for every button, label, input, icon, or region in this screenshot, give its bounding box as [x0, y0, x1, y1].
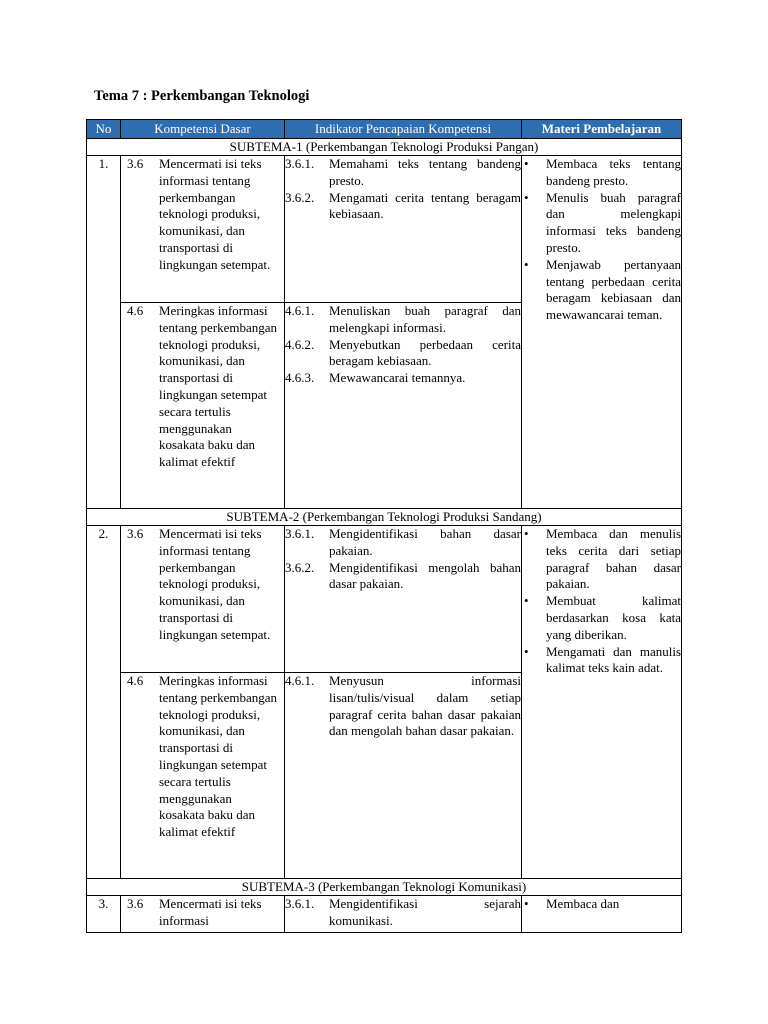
- kompetensi-dasar-cell: [121, 673, 285, 879]
- indikator-number: 3.6.2.: [285, 189, 315, 205]
- materi-list: [522, 896, 681, 913]
- header-kompetensi-dasar: Kompetensi Dasar: [121, 120, 285, 139]
- header-no: No: [87, 120, 121, 139]
- indikator-text: Mengidentifikasi bahan dasar pakaian.: [329, 526, 521, 558]
- materi-text: Menulis buah paragraf dan melengkapi informasi teks bandeng presto.: [546, 189, 681, 255]
- subtema-row: [87, 509, 682, 526]
- kd-item: [121, 896, 284, 930]
- indikator-item: [285, 560, 521, 594]
- subtema-row: [87, 139, 682, 156]
- kd-number: 3.6: [127, 896, 144, 911]
- bullet-icon: •: [524, 896, 529, 911]
- kd-text: Mencermati isi teks informasi tentang perkembangan teknologi produksi, komunikasi, dan transportasi di lingkungan setempat.: [159, 156, 271, 272]
- table-row: [87, 526, 682, 673]
- indikator-item: [285, 156, 521, 190]
- kd-text: Meringkas informasi tentang perkembangan teknologi produksi, komunikasi, dan transportasi di lingkungan setempat secara tertulis menggunakan kosakata baku dan kalimat efektif: [159, 673, 278, 840]
- materi-item: [522, 257, 681, 324]
- subtema-row: [87, 879, 682, 896]
- indikator-number: 3.6.2.: [285, 559, 315, 575]
- kd-number: 3.6: [127, 526, 144, 541]
- kompetensi-dasar-cell: [121, 896, 285, 933]
- indikator-number: 4.6.3.: [285, 370, 315, 386]
- indikator-text: Menuliskan buah paragraf dan melengkapi informasi.: [329, 303, 521, 335]
- table-header-row: [87, 120, 682, 139]
- bullet-icon: •: [524, 643, 529, 659]
- kd-item: [121, 526, 284, 644]
- indikator-number: 3.6.1.: [285, 896, 315, 911]
- bullet-icon: •: [524, 526, 529, 541]
- row-number: 3.: [87, 896, 121, 933]
- kd-number: 4.6: [127, 673, 144, 688]
- materi-text: Menjawab pertanyaan tentang perbedaan cerita beragam kebiasaan dan mewawancarai teman.: [546, 256, 681, 323]
- table-row: [87, 896, 682, 933]
- kd-number: 4.6: [127, 303, 144, 318]
- kompetensi-dasar-cell: [121, 303, 285, 509]
- indikator-cell: [285, 526, 522, 673]
- materi-list: [522, 156, 681, 324]
- row-number: 2.: [87, 526, 121, 879]
- kd-item: [121, 156, 284, 274]
- indikator-text: Mengamati cerita tentang beragam kebiasaan.: [329, 189, 521, 222]
- kd-text: Meringkas informasi tentang perkembangan teknologi produksi, komunikasi, dan transportasi di lingkungan setempat secara tertulis menggunakan kosakata baku dan kalimat efektif: [159, 303, 278, 470]
- indikator-item: [285, 190, 521, 224]
- indikator-cell: [285, 303, 522, 509]
- kd-text: Mencermati isi teks informasi: [159, 896, 262, 928]
- kompetensi-dasar-cell: [121, 526, 285, 673]
- indikator-number: 4.6.2.: [285, 336, 315, 352]
- subtema-title: SUBTEMA-1 (Perkembangan Teknologi Produksi Pangan): [87, 139, 682, 156]
- header-materi: Materi Pembelajaran: [522, 120, 682, 139]
- indikator-number: 3.6.1.: [285, 156, 315, 171]
- materi-item: [522, 156, 681, 190]
- indikator-item: [285, 673, 521, 740]
- indikator-text: Menyusun informasi lisan/tulis/visual dalam setiap paragraf cerita bahan dasar pakaian dan mengolah bahan dasar pakaian.: [329, 673, 521, 739]
- kompetensi-dasar-cell: [121, 156, 285, 303]
- subtema-title: SUBTEMA-3 (Perkembangan Teknologi Komunikasi): [87, 879, 682, 896]
- subtema-title: SUBTEMA-2 (Perkembangan Teknologi Produksi Sandang): [87, 509, 682, 526]
- table-row: [87, 156, 682, 303]
- kd-item: [121, 673, 284, 841]
- materi-text: Mengamati dan manulis kalimat teks kain adat.: [546, 643, 681, 676]
- kd-item: [121, 303, 284, 471]
- header-indikator: Indikator Pencapaian Kompetensi: [285, 120, 522, 139]
- indikator-item: [285, 303, 521, 337]
- materi-text: Membaca dan menulis teks cerita dari setiap paragraf bahan dasar pakaian.: [546, 526, 681, 592]
- bullet-icon: •: [524, 189, 529, 205]
- kd-number: 3.6: [127, 156, 144, 171]
- materi-cell: [522, 156, 682, 509]
- row-number: 1.: [87, 156, 121, 509]
- indikator-cell: [285, 896, 522, 933]
- indikator-cell: [285, 673, 522, 879]
- indikator-cell: [285, 156, 522, 303]
- indikator-text: Mewawancarai temannya.: [329, 370, 466, 386]
- materi-text: Membaca dan: [546, 896, 620, 911]
- kd-text: Mencermati isi teks informasi tentang perkembangan teknologi produksi, komunikasi, dan transportasi di lingkungan setempat.: [159, 526, 271, 642]
- indikator-item: [285, 896, 521, 930]
- materi-text: Membuat kalimat berdasarkan kosa kata yang diberikan.: [546, 593, 681, 642]
- materi-cell: [522, 526, 682, 879]
- materi-item: [522, 593, 681, 643]
- bullet-icon: •: [524, 256, 529, 272]
- materi-cell: [522, 896, 682, 933]
- materi-item: [522, 190, 681, 257]
- bullet-icon: •: [524, 593, 529, 609]
- materi-item: [522, 526, 681, 593]
- materi-list: [522, 526, 681, 677]
- indikator-number: 3.6.1.: [285, 526, 315, 541]
- materi-item: [522, 896, 681, 913]
- indikator-text: Memahami teks tentang bandeng presto.: [329, 156, 521, 188]
- indikator-text: Mengidentifikasi sejarah komunikasi.: [329, 896, 521, 928]
- indikator-item: [285, 370, 521, 387]
- competency-table: [86, 119, 682, 933]
- indikator-text: Menyebutkan perbedaan cerita beragam kebiasaan.: [329, 336, 521, 369]
- table-body: [87, 139, 682, 933]
- materi-text: Membaca teks tentang bandeng presto.: [546, 156, 681, 188]
- bullet-icon: •: [524, 156, 529, 171]
- indikator-number: 4.6.1.: [285, 303, 315, 318]
- indikator-text: Mengidentifikasi mengolah bahan dasar pakaian.: [329, 559, 521, 592]
- indikator-number: 4.6.1.: [285, 673, 315, 688]
- indikator-item: [285, 526, 521, 560]
- materi-item: [522, 644, 681, 678]
- document-title: Tema 7 : Perkembangan Teknologi: [94, 88, 310, 104]
- indikator-item: [285, 337, 521, 371]
